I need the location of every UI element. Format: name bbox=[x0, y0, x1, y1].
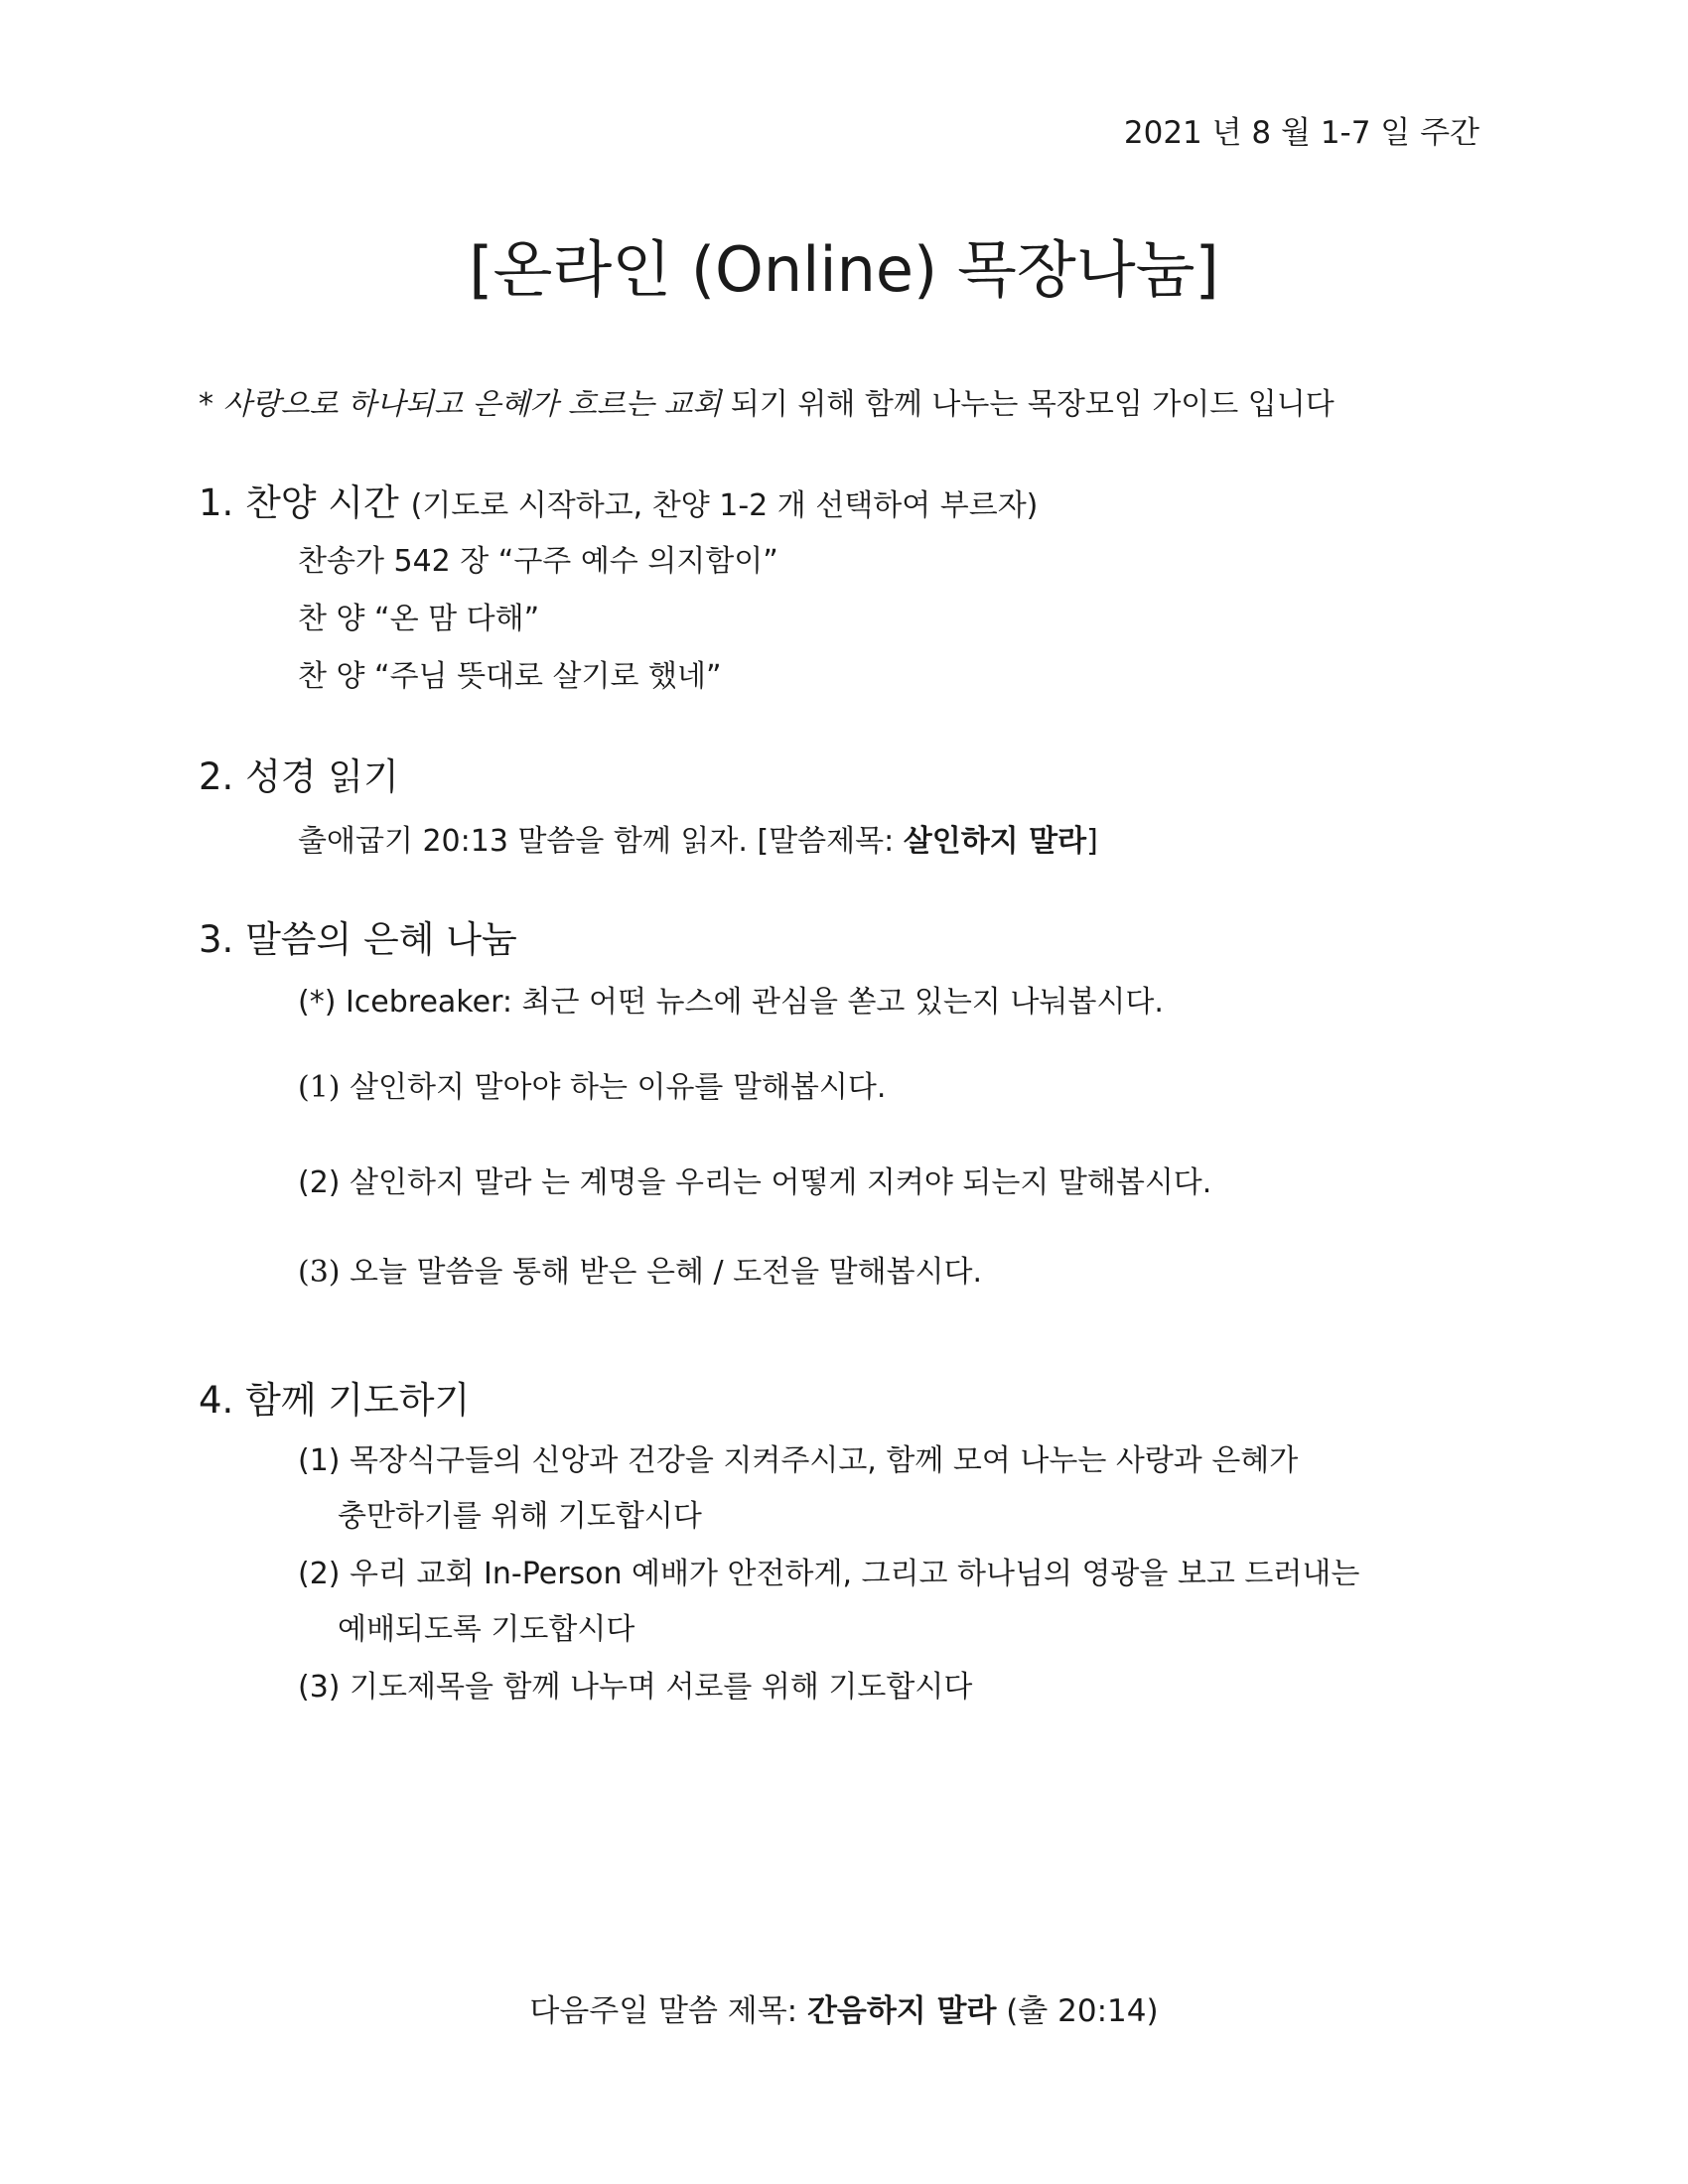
sermon-title: 살인하지 말라 bbox=[903, 824, 1087, 859]
question-3-number: (3) bbox=[298, 1255, 341, 1290]
hymn-item-3: 찬 양 “주님 뜻대로 살기로 했네” bbox=[298, 659, 722, 694]
question-1-number: (1) bbox=[298, 1070, 341, 1105]
next-week-prefix: 다음주일 말씀 제목: bbox=[529, 1993, 807, 2029]
question-3-text: 오늘 말씀을 통해 받은 은혜 / 도전을 말해봅시다. bbox=[340, 1255, 983, 1290]
prayer-1-line-1: (1) 목장식구들의 신앙과 건강을 지켜주시고, 함께 모여 나누는 사랑과 은혜가 bbox=[298, 1443, 1299, 1478]
bible-reading bbox=[298, 816, 1098, 860]
hymn-item-1: 찬송가 542 장 “구주 예수 의지함이” bbox=[298, 544, 778, 579]
section3-heading: 3. 말씀의 은혜 나눔 bbox=[199, 918, 517, 961]
next-week-reference: (출 20:14) bbox=[996, 1993, 1159, 2029]
section1-heading-main: 1. 찬양 시간 bbox=[199, 481, 411, 524]
page-title: [온라인 (Online) 목장나눔] bbox=[469, 233, 1219, 306]
section1-heading bbox=[199, 473, 1038, 526]
question-1 bbox=[298, 1062, 886, 1106]
date-line: 2021 년 8 월 1-7 일 주간 bbox=[1123, 115, 1479, 151]
question-2: (2) 살인하지 말라 는 계명을 우리는 어떻게 지켜야 되는지 말해봅시다. bbox=[298, 1165, 1212, 1200]
intro-star: * bbox=[199, 387, 223, 422]
prayer-2-line-1: (2) 우리 교회 In-Person 예배가 안전하게, 그리고 하나님의 영광을 보고 드러내는 bbox=[298, 1557, 1360, 1591]
question-3 bbox=[298, 1247, 982, 1291]
next-week-sermon-title: 간음하지 말라 bbox=[806, 1993, 997, 2029]
section2-heading: 2. 성경 읽기 bbox=[199, 755, 399, 798]
prayer-2-line-2: 예배되도록 기도합시다 bbox=[338, 1612, 635, 1647]
question-1-text: 살인하지 말아야 하는 이유를 말해봅시다. bbox=[340, 1070, 887, 1105]
bible-reading-text: 출애굽기 20:13 말씀을 함께 읽자. [말씀제목: bbox=[298, 824, 904, 859]
intro-rest: 되기 위해 함께 나누는 목장모임 가이드 입니다 bbox=[721, 387, 1335, 422]
prayer-1-line-2: 충만하기를 위해 기도합시다 bbox=[338, 1499, 702, 1534]
intro-text bbox=[199, 379, 1335, 423]
bible-reading-close: ] bbox=[1086, 824, 1098, 859]
icebreaker-question: (*) Icebreaker: 최근 어떤 뉴스에 관심을 쏟고 있는지 나눠봅시다. bbox=[298, 985, 1164, 1020]
section4-heading: 4. 함께 기도하기 bbox=[199, 1379, 471, 1422]
hymn-item-2: 찬 양 “온 맘 다해” bbox=[298, 602, 540, 636]
section1-heading-sub: (기도로 시작하고, 찬양 1-2 개 선택하여 부르자) bbox=[410, 488, 1039, 523]
prayer-3: (3) 기도제목을 함께 나누며 서로를 위해 기도합시다 bbox=[298, 1670, 973, 1705]
next-week-title bbox=[0, 1985, 1688, 2030]
intro-italic: 사랑으로 하나되고 은혜가 흐르는 교회 bbox=[222, 387, 722, 422]
